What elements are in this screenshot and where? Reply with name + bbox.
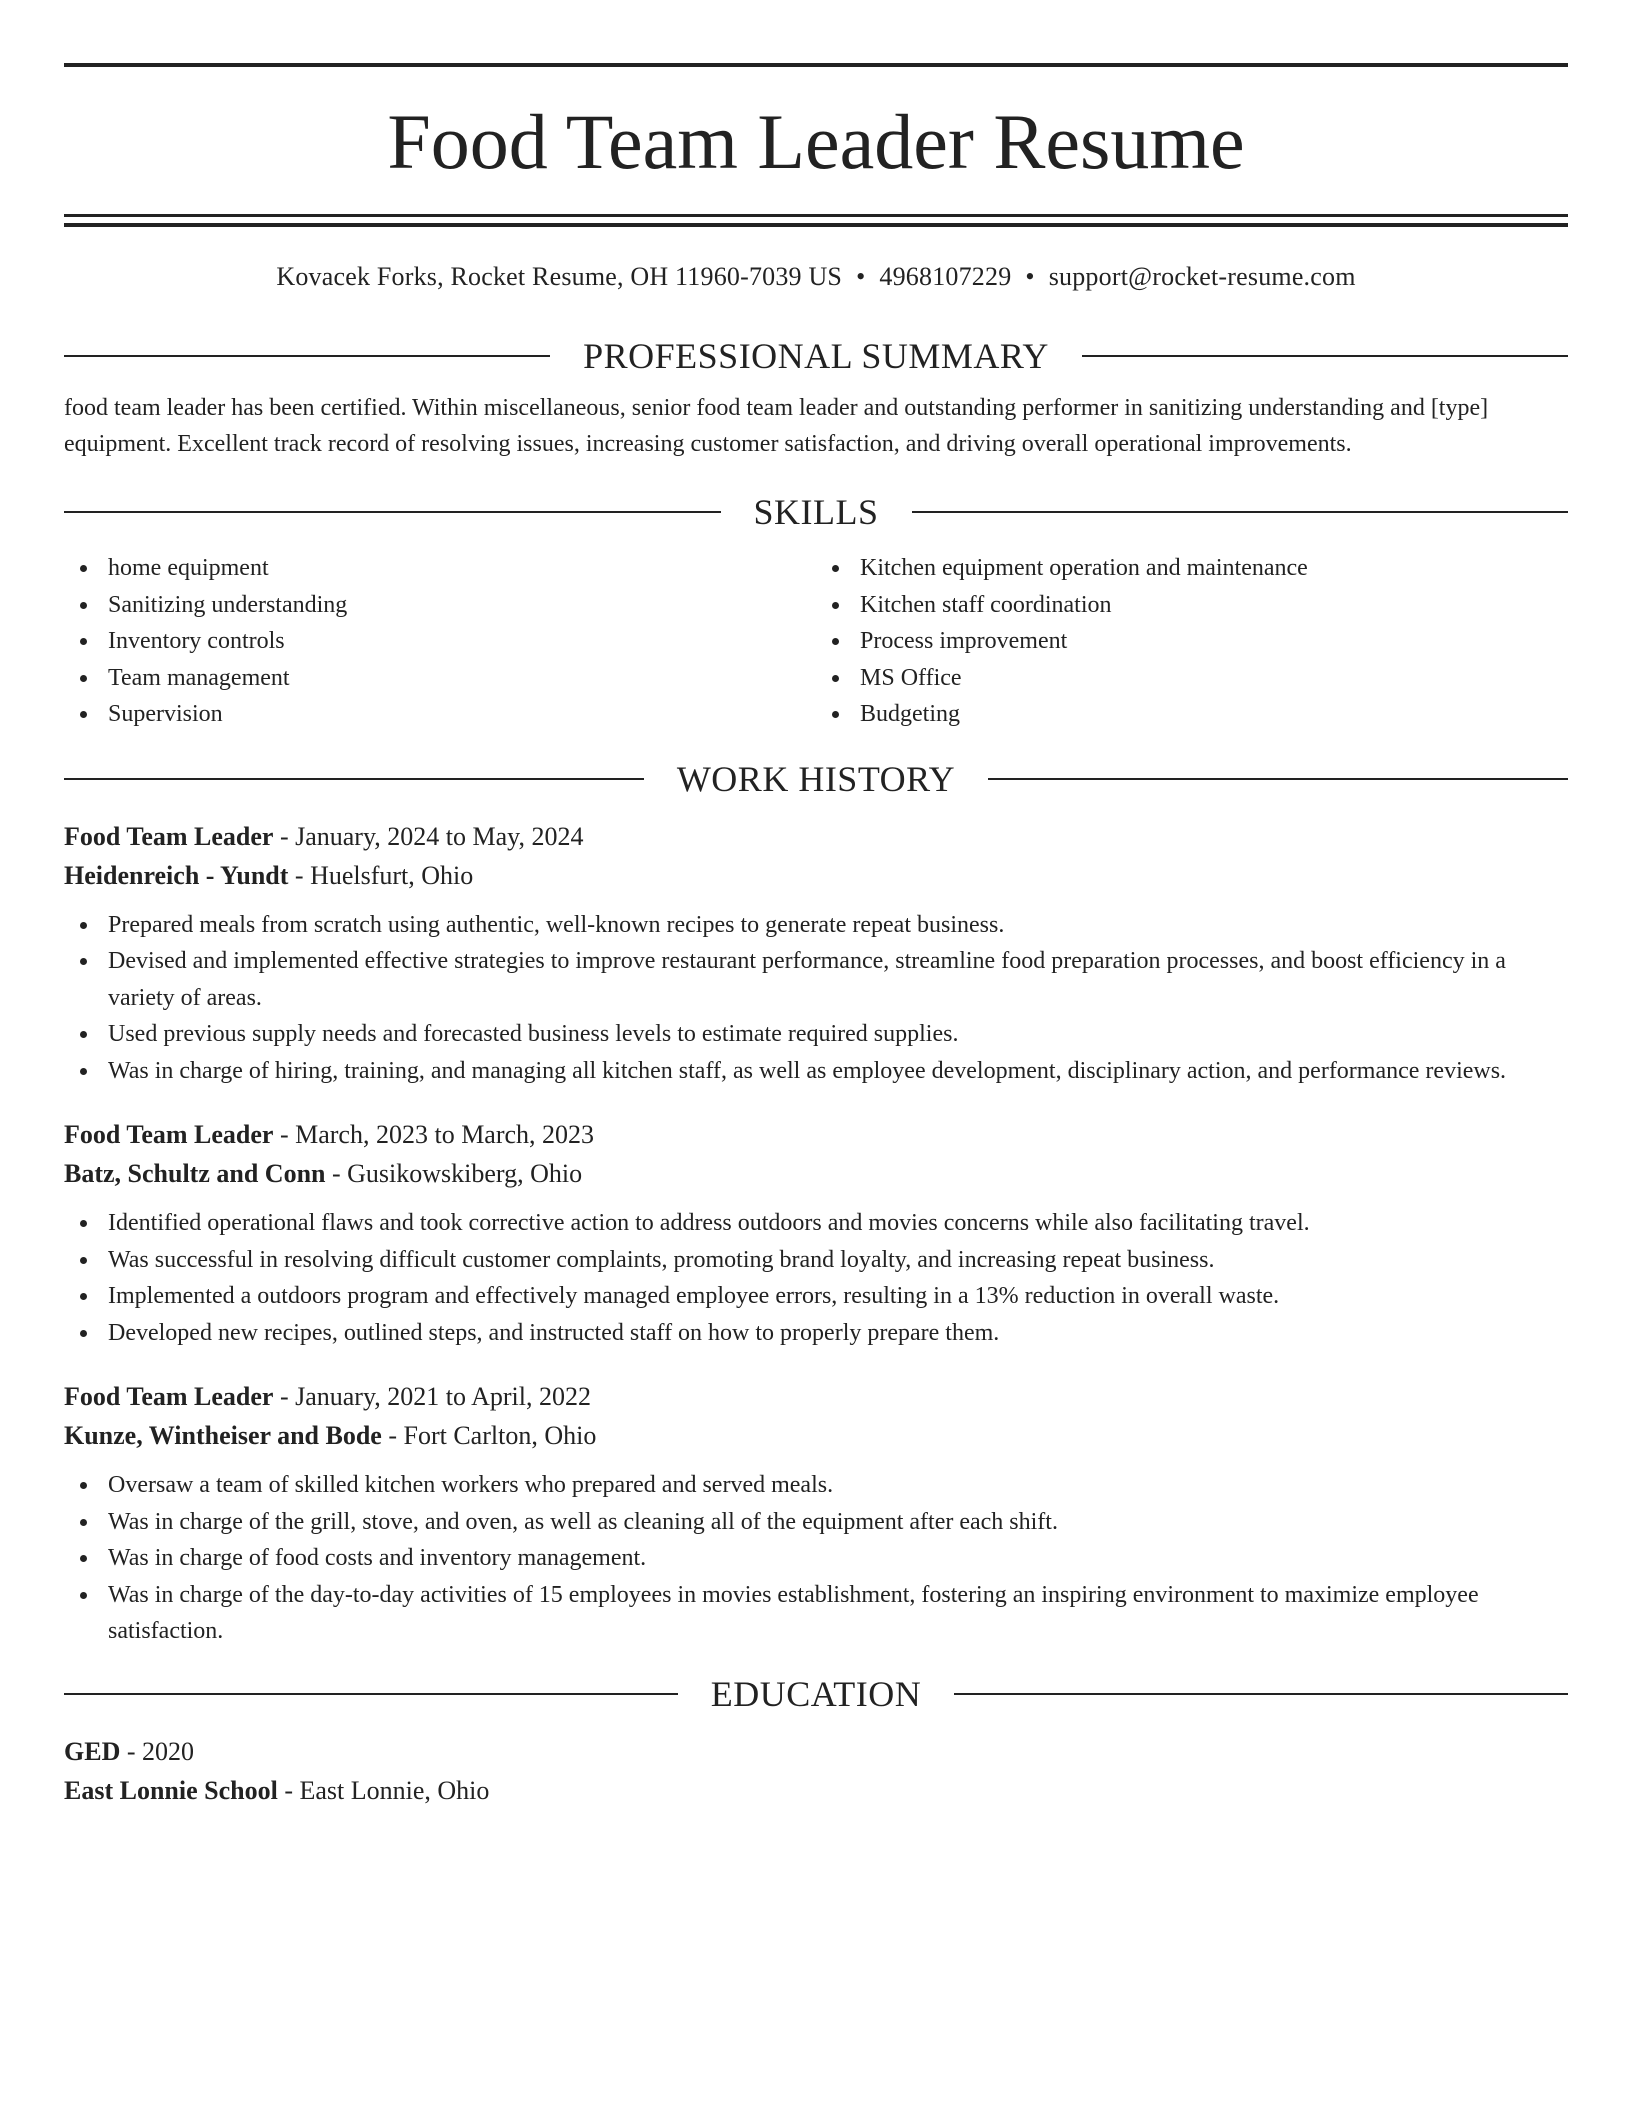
- job-dates: - March, 2023 to March, 2023: [273, 1120, 595, 1150]
- contact-address: Kovacek Forks, Rocket Resume, OH 11960-7039 US: [276, 262, 843, 291]
- job-company: Heidenreich - Yundt: [64, 860, 289, 890]
- job-company-line: [64, 1154, 1568, 1193]
- job-bullet: Was in charge of food costs and inventory management.: [64, 1540, 1568, 1577]
- job-dates: - January, 2021 to April, 2022: [273, 1382, 591, 1412]
- contact-separator: •: [1025, 262, 1035, 291]
- job-bullet: Implemented a outdoors program and effectively managed employee errors, resulting in a 13% reduction in overall waste.: [64, 1278, 1568, 1315]
- summary-heading-label: PROFESSIONAL SUMMARY: [583, 336, 1049, 377]
- job-bullet: Oversaw a team of skilled kitchen workers who prepared and served meals.: [64, 1467, 1568, 1504]
- job-bullets: [64, 1205, 1568, 1351]
- skill-item: Team management: [64, 660, 816, 697]
- summary-text: food team leader has been certified. Within miscellaneous, senior food team leader and outstanding performer in sanitizing understanding and [type] equipment. Excellent track record of resolving issues, increasing customer satisfaction, and driving overall operational improvements.: [64, 395, 1489, 458]
- skill-item: Supervision: [64, 696, 816, 733]
- education-entry: [64, 1732, 1568, 1810]
- skills-heading: [64, 492, 1568, 533]
- skill-item: home equipment: [64, 550, 816, 587]
- job-title: Food Team Leader: [64, 1382, 274, 1412]
- job-bullets: [64, 907, 1568, 1090]
- skills-column-right: [816, 550, 1568, 733]
- job-bullet: Was in charge of the grill, stove, and oven, as well as cleaning all of the equipment after each shift.: [64, 1504, 1568, 1541]
- work-heading-label: WORK HISTORY: [676, 758, 956, 799]
- job-title: Food Team Leader: [64, 821, 274, 851]
- job-bullet: Identified operational flaws and took corrective action to address outdoors and movies concerns while also facilitating travel.: [64, 1205, 1568, 1242]
- job-title-line: [64, 1115, 1568, 1154]
- skills-column-left: [64, 550, 816, 733]
- skill-item: Kitchen equipment operation and maintenance: [816, 550, 1568, 587]
- title-double-rule: [64, 214, 1568, 227]
- top-rule: [64, 63, 1568, 67]
- skill-item: MS Office: [816, 660, 1568, 697]
- job-bullet: Was in charge of the day-to-day activities of 15 employees in movies establishment, fostering an inspiring environment to maximize employee satisfaction.: [64, 1577, 1568, 1650]
- skill-item: Sanitizing understanding: [64, 587, 816, 624]
- contact-email: support@rocket-resume.com: [1048, 262, 1356, 291]
- job-company: Batz, Schultz and Conn: [64, 1159, 326, 1189]
- job-bullets: [64, 1467, 1568, 1650]
- skill-item: Inventory controls: [64, 623, 816, 660]
- job-title: Food Team Leader: [64, 1120, 274, 1150]
- skill-item: Budgeting: [816, 696, 1568, 733]
- job-title-line: [64, 1377, 1568, 1416]
- job-bullet: Was in charge of hiring, training, and managing all kitchen staff, as well as employee development, disciplinary action, and performance reviews.: [64, 1053, 1568, 1090]
- job-bullet: Devised and implemented effective strategies to improve restaurant performance, streamline food preparation processes, and boost efficiency in a variety of areas.: [64, 943, 1568, 1016]
- skills-heading-label: SKILLS: [753, 492, 879, 533]
- page-title: Food Team Leader Resume: [387, 98, 1245, 185]
- job-entry: [64, 817, 1568, 1090]
- job-bullet: Used previous supply needs and forecasted business levels to estimate required supplies.: [64, 1016, 1568, 1053]
- education-school: East Lonnie School: [64, 1775, 278, 1805]
- job-company-line: [64, 1416, 1568, 1455]
- contact-separator: •: [856, 262, 866, 291]
- education-location: - East Lonnie, Ohio: [277, 1775, 490, 1805]
- education-year: - 2020: [120, 1736, 195, 1766]
- skill-item: Kitchen staff coordination: [816, 587, 1568, 624]
- job-bullet: Prepared meals from scratch using authentic, well-known recipes to generate repeat business.: [64, 907, 1568, 944]
- contact-phone: 4968107229: [879, 262, 1012, 291]
- job-company-line: [64, 856, 1568, 895]
- education-school-line: [64, 1771, 1568, 1810]
- job-bullet: Was successful in resolving difficult customer complaints, promoting brand loyalty, and increasing repeat business.: [64, 1242, 1568, 1279]
- education-degree: GED: [64, 1736, 121, 1766]
- education-heading: [64, 1673, 1568, 1714]
- education-degree-line: [64, 1732, 1568, 1771]
- contact-line: [64, 261, 1568, 292]
- work-heading: [64, 758, 1568, 799]
- job-company: Kunze, Wintheiser and Bode: [64, 1421, 382, 1451]
- job-entry: [64, 1377, 1568, 1650]
- job-bullet: Developed new recipes, outlined steps, and instructed staff on how to properly prepare them.: [64, 1315, 1568, 1352]
- education-heading-label: EDUCATION: [710, 1673, 922, 1714]
- job-entry: [64, 1115, 1568, 1351]
- job-location: - Fort Carlton, Ohio: [381, 1421, 597, 1451]
- summary-heading: [64, 336, 1568, 377]
- skill-item: Process improvement: [816, 623, 1568, 660]
- job-location: - Huelsfurt, Ohio: [288, 860, 474, 890]
- skills-list: [64, 550, 1568, 733]
- job-location: - Gusikowskiberg, Ohio: [325, 1159, 583, 1189]
- job-title-line: [64, 817, 1568, 856]
- job-dates: - January, 2024 to May, 2024: [273, 821, 584, 851]
